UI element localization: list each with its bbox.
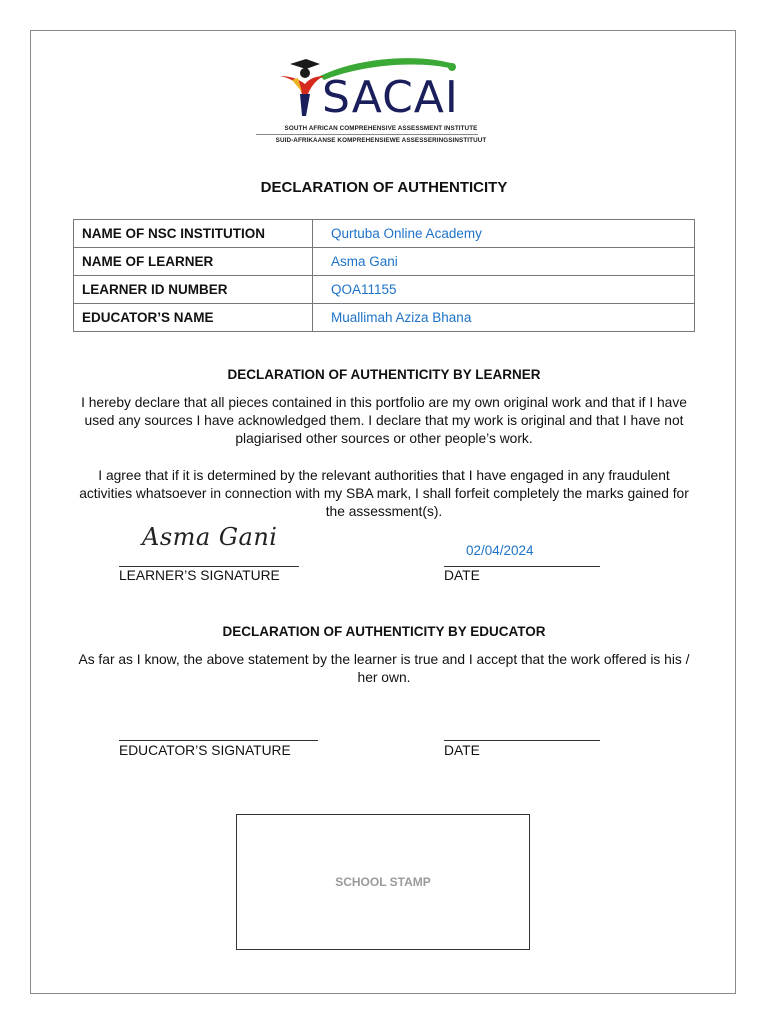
learner-name-value[interactable]: Asma Gani [313,248,695,276]
school-stamp-box [236,814,530,950]
table-row [74,276,695,304]
educator-name-value[interactable]: Muallimah Aziza Bhana [313,304,695,332]
learner-date-line[interactable] [444,566,600,567]
learner-declaration-paragraph-2: I agree that if it is determined by the relevant authorities that I have engaged in any fraudulent activities whatsoever in connection with my SBA mark, I shall forfeit completely the marks gained for the assessment(s). [79,468,689,519]
institute-name-english: SOUTH AFRICAN COMPREHENSIVE ASSESSMENT INSTITUTE [284,125,478,132]
learner-declaration-paragraph-1: I hereby declare that all pieces contained in this portfolio are my own original work and that if I have used any sources I have acknowledged them. I declare that my work is original and that I have not plagiarised other sources or other people’s work. [81,395,687,446]
educator-date-line[interactable] [444,740,600,741]
table-row [74,220,695,248]
educator-signature-line[interactable] [119,740,318,741]
learner-declaration-heading: DECLARATION OF AUTHENTICITY BY LEARNER [227,367,541,382]
table-label: NAME OF NSC INSTITUTION [74,220,313,248]
learner-info-table [73,219,695,332]
educator-date-label: DATE [444,743,480,758]
educator-signature-label: EDUCATOR’S SIGNATURE [119,743,291,758]
table-row [74,304,695,332]
table-label: LEARNER ID NUMBER [74,276,313,304]
logo-wordmark: SACAI [322,72,459,123]
institution-value[interactable]: Qurtuba Online Academy [313,220,695,248]
learner-id-value[interactable]: QOA11155 [313,276,695,304]
table-row [74,248,695,276]
learner-date-label: DATE [444,568,480,583]
school-stamp-label: SCHOOL STAMP [335,875,431,889]
learner-date-value[interactable]: 02/04/2024 [466,543,534,558]
institute-divider [256,134,478,135]
page-title: DECLARATION OF AUTHENTICITY [260,179,508,196]
learner-signature-handwriting: Asma Gani [142,523,278,551]
table-label: EDUCATOR’S NAME [74,304,313,332]
educator-declaration-paragraph: As far as I know, the above statement by the learner is true and I accept that the work offered is his / her own. [78,652,690,685]
learner-signature-label: LEARNER’S SIGNATURE [119,568,280,583]
table-label: NAME OF LEARNER [74,248,313,276]
learner-signature-line[interactable] [119,566,299,567]
educator-declaration-heading: DECLARATION OF AUTHENTICITY BY EDUCATOR [222,624,546,639]
institute-name-afrikaans: SUID-AFRIKAANSE KOMPREHENSIEWE ASSESSERINGSINSTITUUT [275,137,487,144]
